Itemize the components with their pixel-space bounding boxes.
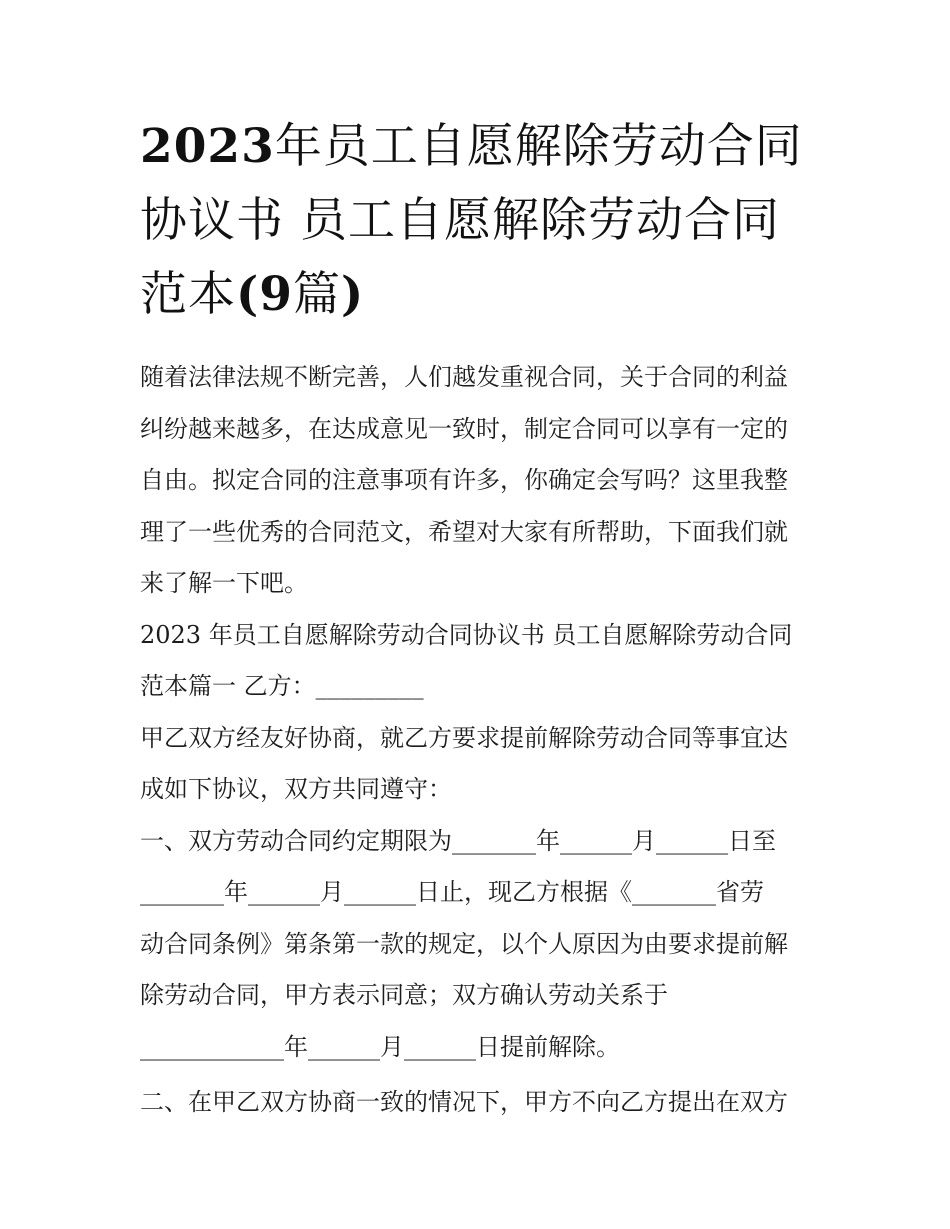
- document-title: [140, 110, 812, 332]
- clause-one: 一、双方劳动合同约定期限为_______年______月______日至 _______年______月______日止，现乙方根据《_______省劳 动合同条例》第条第一款的规定，以个人原因为由要求提前解 除劳动合同，甲方表示同意；双方确认劳动关系于 ____________年______月______日提前解除。: [140, 826, 788, 1061]
- document-body: [140, 352, 812, 1129]
- intro-paragraph: 随着法律法规不断完善，人们越发重视合同，关于合同的利益 纠纷越来越多，在达成意见一致时，制定合同可以享有一定的 自由。拟定合同的注意事项有许多，你确定会写吗？这里我整 理了一些优秀的合同范文，希望对大家有所帮助，下面我们就 来了解一下吧。: [140, 363, 788, 597]
- agreement-paragraph: 甲乙双方经友好协商，就乙方要求提前解除劳动合同等事宜达 成如下协议，双方共同遵守：: [140, 723, 788, 803]
- clause-two: 二、在甲乙双方协商一致的情况下，甲方不向乙方提出在双方: [140, 1088, 788, 1116]
- title-line-1: 2023年员工自愿解除劳动合同: [140, 119, 803, 174]
- title-line-3: 范本(9篇): [140, 267, 365, 322]
- title-line-2: 协议书 员工自愿解除劳动合同: [140, 193, 780, 248]
- section-heading: 2023 年员工自愿解除劳动合同协议书 员工自愿解除劳动合同 范本篇一 乙方：_________: [140, 620, 793, 700]
- document-page: [140, 110, 812, 1129]
